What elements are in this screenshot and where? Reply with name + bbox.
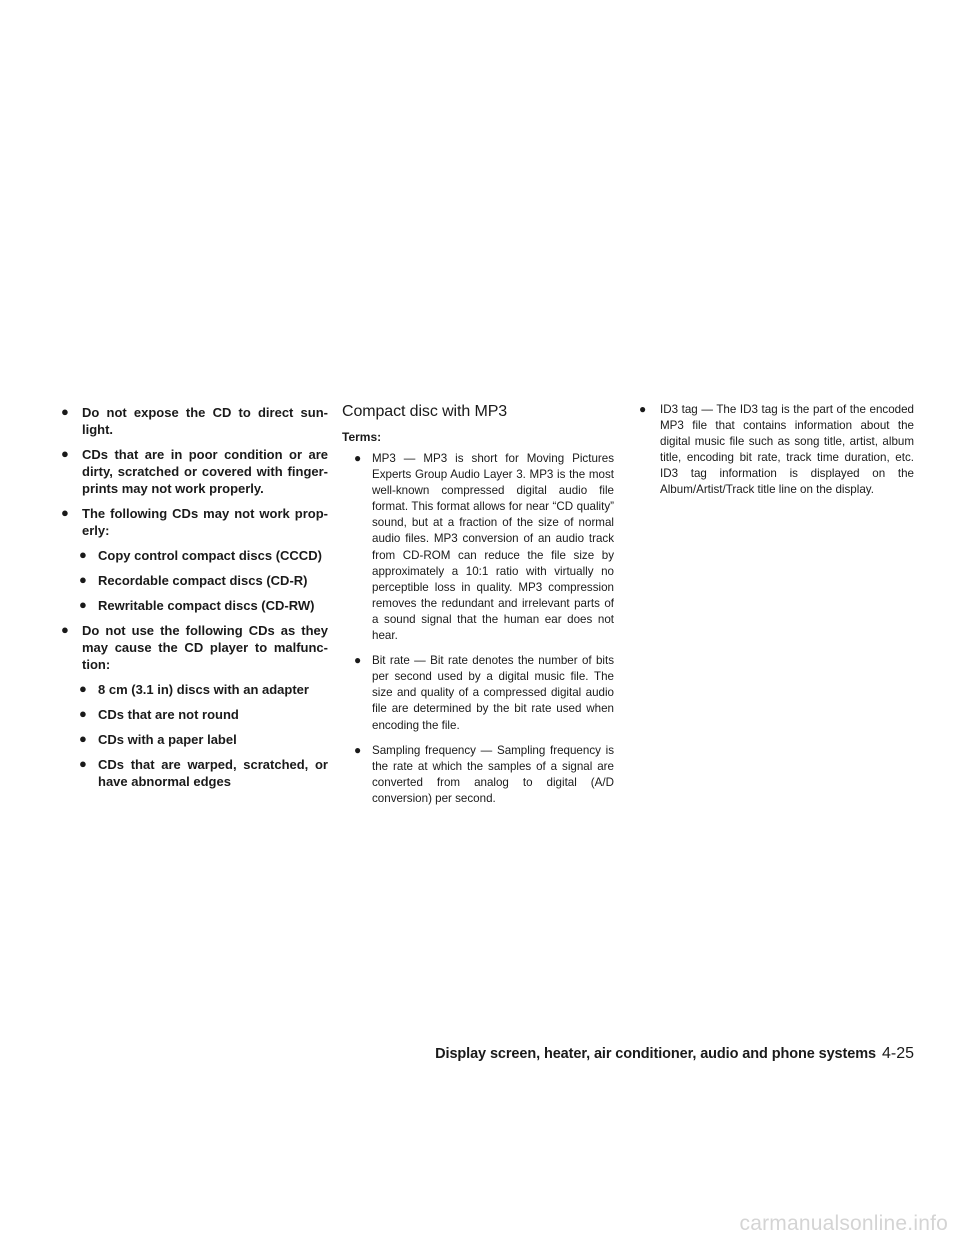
bullet-icon: ●	[354, 451, 362, 465]
sub-list-item-text: CDs that are warped, scratched, or have abnormal edges	[98, 757, 328, 789]
terms-label: Terms:	[342, 430, 382, 444]
sub-list-item	[60, 681, 328, 698]
sub-list-item-text: Copy control compact discs (CCCD)	[98, 548, 322, 563]
sub-list-item-text: CDs that are not round	[98, 707, 239, 722]
bullet-icon: ●	[61, 404, 69, 419]
sub-list-item-text: CDs with a paper label	[98, 732, 237, 747]
sub-list-item-text: 8 cm (3.1 in) discs with an adapter	[98, 682, 309, 697]
term-text: ID3 tag — The ID3 tag is the part of the encoded MP3 file that contains information about the digital music file such as song title, artist, album title, encoding bit rate, track time duration, etc. ID3 tag information is displayed on the Album/Artist/Track title line on the display.	[660, 403, 914, 497]
list-item-text: CDs that are in poor condition or are dirty, scratched or covered with finger-prints may not work properly.	[82, 447, 328, 496]
bullet-icon: ●	[639, 402, 647, 416]
bullet-icon: ●	[79, 681, 87, 696]
bullet-icon: ●	[79, 547, 87, 562]
list-item-text: Do not expose the CD to direct sun-light.	[82, 405, 328, 437]
list-item	[60, 446, 328, 497]
bullet-icon: ●	[61, 622, 69, 637]
term-item	[638, 402, 914, 499]
sub-list-item	[60, 547, 328, 564]
sub-list-item	[60, 706, 328, 723]
watermark: carmanualsonline.info	[739, 1212, 948, 1235]
term-text: Bit rate — Bit rate denotes the number of bits per second used by a digital music file. The size and quality of a compressed digital audio file are determined by the bit rate used when encoding the file.	[372, 654, 614, 732]
list-item-text: Do not use the following CDs as they may cause the CD player to malfunc-tion:	[82, 623, 328, 672]
page-number: 4-25	[881, 1045, 914, 1062]
bullet-icon: ●	[354, 742, 362, 757]
bullet-icon: ●	[79, 706, 87, 721]
bullet-icon: ●	[61, 505, 69, 520]
page-footer	[435, 1045, 914, 1063]
term-item	[342, 653, 614, 733]
list-item-text: The following CDs may not work prop-erly:	[82, 506, 328, 538]
list-item	[60, 505, 328, 539]
term-item	[342, 451, 614, 644]
bullet-icon: ●	[79, 572, 87, 587]
section-heading: Compact disc with MP3	[342, 403, 508, 420]
bullet-icon: ●	[354, 653, 362, 668]
term-item	[342, 743, 614, 807]
list-item	[60, 404, 328, 438]
sub-list-item	[60, 756, 328, 790]
bullet-icon: ●	[79, 756, 87, 771]
mp3-section-continued	[638, 402, 914, 508]
term-text: MP3 — MP3 is short for Moving Pictures Experts Group Audio Layer 3. MP3 is the most well-known compressed digital audio file format. This format allows for near “CD quality” sound, but at a fraction of the size of normal audio files. MP3 conversion of an audio track from CD-ROM can reduce the file size by approximately a 10:1 ratio with virtually no perceptible loss in quality. MP3 compression removes the redundant and irrelevant parts of a sound signal that the human ear does not hear.	[372, 452, 614, 643]
sub-list-item	[60, 731, 328, 748]
caution-list	[60, 402, 328, 798]
sub-list-item-text: Recordable compact discs (CD-R)	[98, 573, 308, 588]
sub-list-item-text: Rewritable compact discs (CD-RW)	[98, 598, 315, 613]
chapter-title: Display screen, heater, air conditioner, audio and phone systems	[435, 1046, 876, 1062]
sub-list-item	[60, 597, 328, 614]
list-item	[60, 622, 328, 673]
bullet-icon: ●	[79, 597, 87, 612]
sub-list-item	[60, 572, 328, 589]
mp3-section	[342, 402, 614, 816]
bullet-icon: ●	[79, 731, 87, 746]
bullet-icon: ●	[61, 446, 69, 461]
term-text: Sampling frequency — Sampling frequency is the rate at which the samples of a signal are converted from analog to digital (A/D conversion) per second.	[372, 743, 614, 805]
